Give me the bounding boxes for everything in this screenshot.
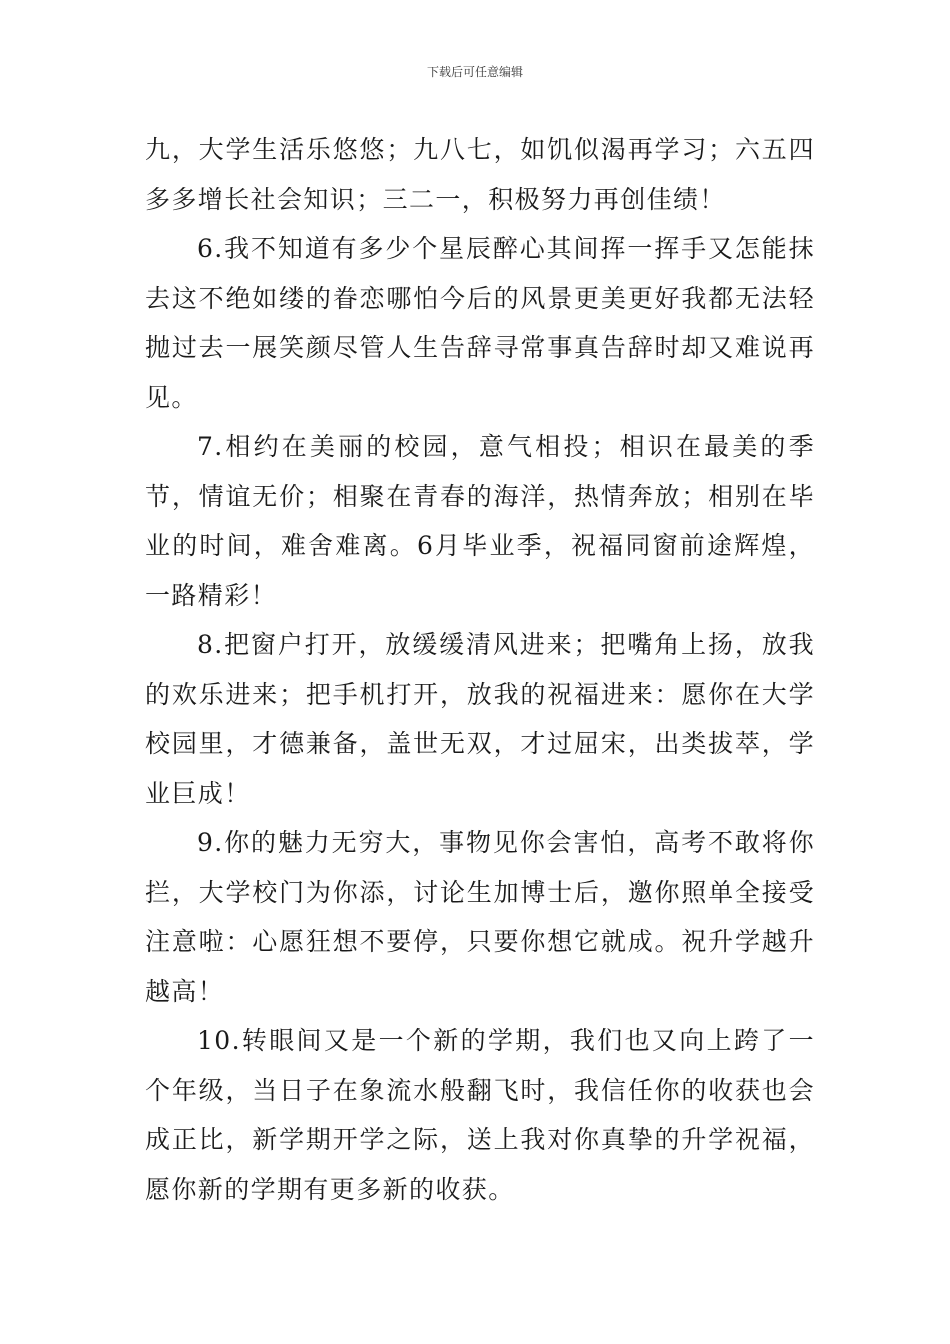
- paragraph-item-7: 7.相约在美丽的校园，意气相投；相识在最美的季节，情谊无价；相聚在青春的海洋，热情奔放；相别在毕业的时间，难舍难离。6月毕业季，祝福同窗前途辉煌，一路精彩！: [145, 432, 815, 610]
- document-body: [145, 125, 815, 1214]
- paragraph-item-10: 10.转眼间又是一个新的学期，我们也又向上跨了一个年级，当日子在象流水般翻飞时，我信任你的收获也会成正比，新学期开学之际，送上我对你真挚的升学祝福，愿你新的学期有更多新的收获。: [145, 1026, 815, 1204]
- page-header-note: 下载后可任意编辑: [426, 65, 523, 79]
- paragraph-item-8: 8.把窗户打开，放缓缓清风进来；把嘴角上扬，放我的欢乐进来；把手机打开，放我的祝福进来：愿你在大学校园里，才德兼备，盖世无双，才过屈宋，出类拔萃，学业巨成！: [145, 630, 815, 808]
- paragraph-continuation: 九，大学生活乐悠悠；九八七，如饥似渴再学习；六五四多多增长社会知识；三二一，积极努力再创佳绩！: [145, 135, 815, 214]
- paragraph-item-6: 6.我不知道有多少个星辰醉心其间挥一挥手又怎能抹去这不绝如缕的眷恋哪怕今后的风景更美更好我都无法轻抛过去一展笑颜尽管人生告辞寻常事真告辞时却又难说再见。: [145, 234, 815, 412]
- paragraph-item-9: 9.你的魅力无穷大，事物见你会害怕，高考不敢将你拦，大学校门为你添，讨论生加博士后，邀你照单全接受注意啦：心愿狂想不要停，只要你想它就成。祝升学越升越高！: [145, 828, 815, 1006]
